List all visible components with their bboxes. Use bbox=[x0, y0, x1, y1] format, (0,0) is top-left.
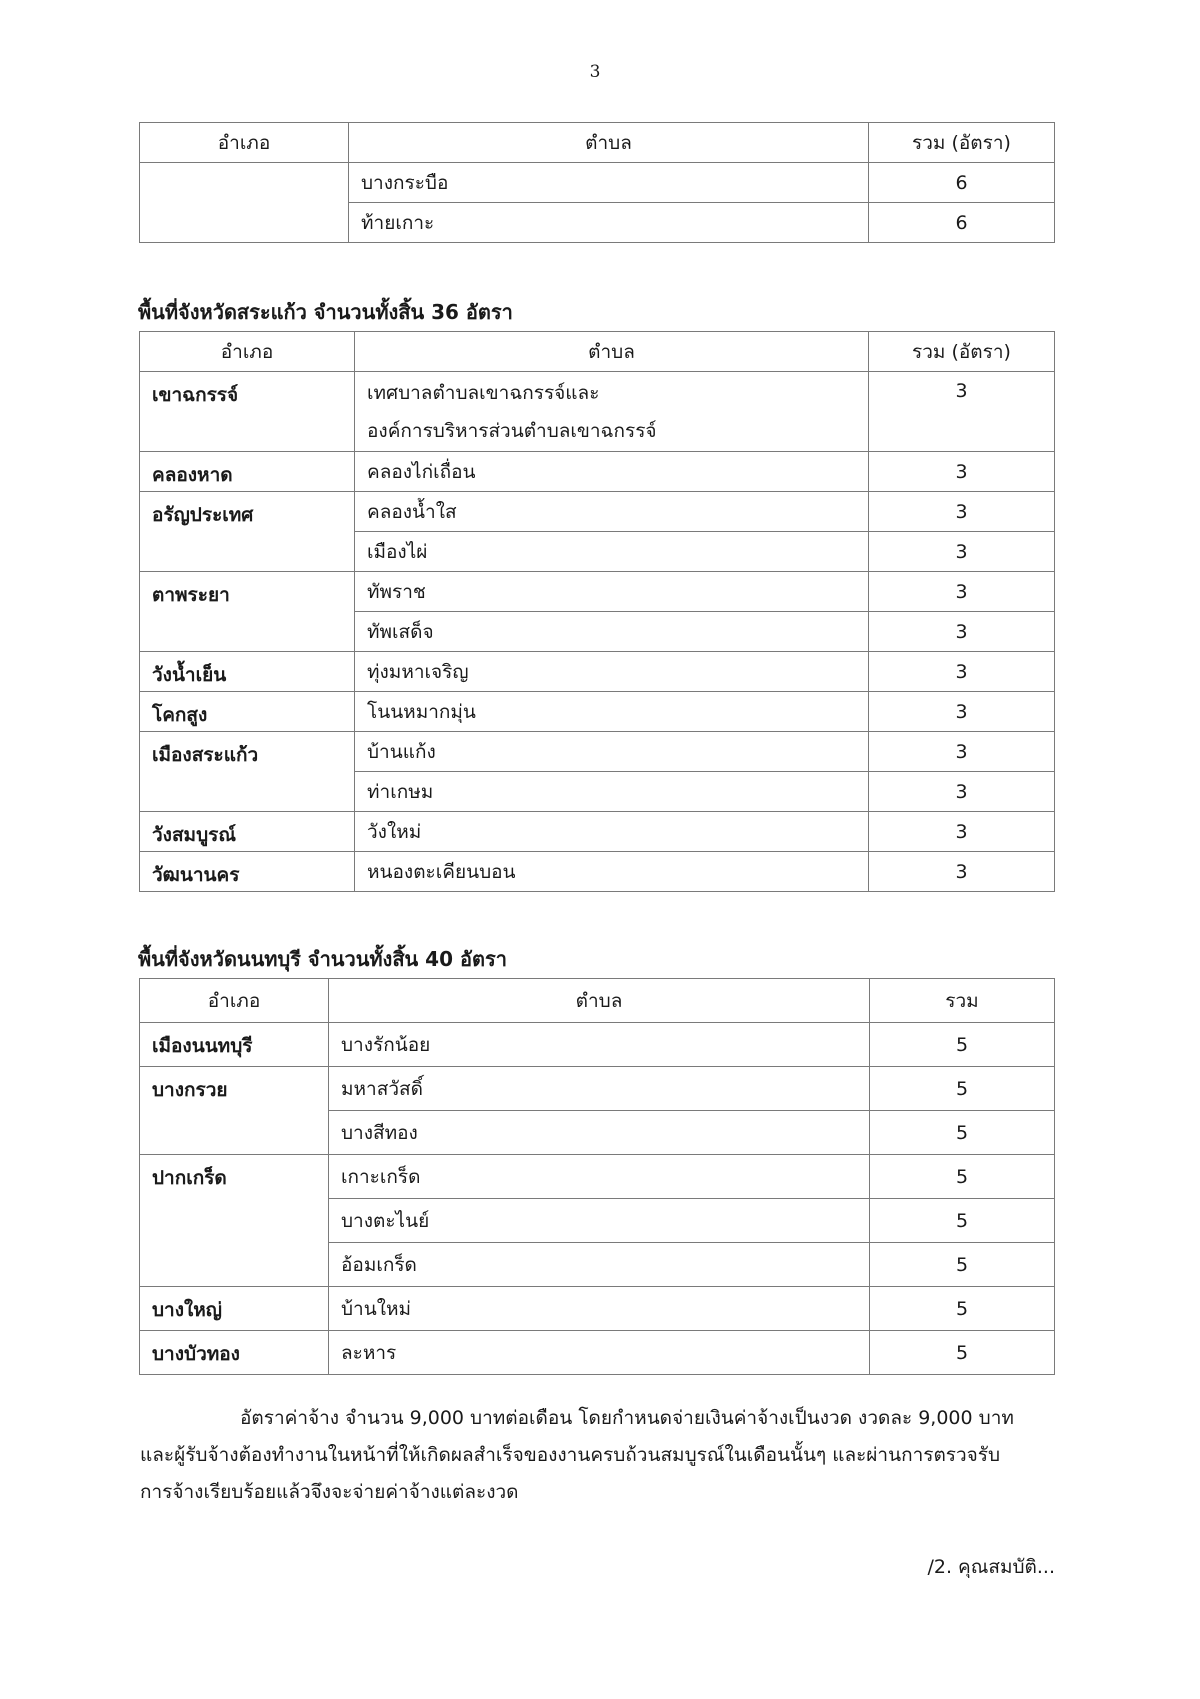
paragraph-line: และผู้รับจ้างต้องทำงานในหน้าที่ให้เกิดผลสำเร็จของงานครบถ้วนสมบูรณ์ในเดือนนั้นๆ และผ่านการตรวจรับ bbox=[140, 1444, 1001, 1466]
section-title-nonthaburi: พื้นที่จังหวัดนนทบุรี จำนวนทั้งสิ้น 40 อัตรา bbox=[138, 947, 507, 971]
paragraph-line: การจ้างเรียบร้อยแล้วจึงจะจ่ายค่าจ้างแต่ละงวด bbox=[140, 1481, 519, 1503]
table-row bbox=[140, 452, 1055, 492]
subdistrict-cell: ทัพราช bbox=[355, 572, 869, 612]
total-cell: 6 bbox=[869, 163, 1055, 203]
table-nonthaburi bbox=[139, 978, 1055, 1375]
total-cell: 3 bbox=[869, 612, 1055, 652]
district-cell: โคกสูง bbox=[140, 692, 355, 732]
total-cell: 5 bbox=[870, 1155, 1055, 1199]
district-cell: บางบัวทอง bbox=[140, 1331, 329, 1375]
header-subdistrict: ตำบล bbox=[329, 979, 870, 1023]
total-cell: 3 bbox=[869, 532, 1055, 572]
subdistrict-cell: คลองไก่เถื่อน bbox=[355, 452, 869, 492]
subdistrict-cell: บางกระบือ bbox=[349, 163, 869, 203]
table-row bbox=[140, 652, 1055, 692]
subdistrict-cell: ละหาร bbox=[329, 1331, 870, 1375]
table-header-row bbox=[140, 979, 1055, 1023]
subdistrict-cell: เมืองไผ่ bbox=[355, 532, 869, 572]
total-cell: 5 bbox=[870, 1331, 1055, 1375]
table-row bbox=[140, 492, 1055, 532]
table-row bbox=[140, 1287, 1055, 1331]
subdistrict-cell: บางรักน้อย bbox=[329, 1023, 870, 1067]
header-subdistrict: ตำบล bbox=[355, 332, 869, 372]
table-row bbox=[140, 163, 1055, 203]
table-row bbox=[140, 1331, 1055, 1375]
header-total: รวม (อัตรา) bbox=[869, 332, 1055, 372]
total-cell: 5 bbox=[870, 1287, 1055, 1331]
table-row bbox=[140, 572, 1055, 612]
subdistrict-line: เทศบาลตำบลเขาฉกรรจ์และ bbox=[367, 381, 600, 404]
total-cell: 3 bbox=[869, 492, 1055, 532]
total-cell: 3 bbox=[869, 372, 1055, 452]
table-header-row bbox=[140, 332, 1055, 372]
district-cell: เมืองสระแก้ว bbox=[140, 732, 355, 812]
district-cell: เขาฉกรรจ์ bbox=[140, 372, 355, 452]
subdistrict-cell: หนองตะเคียนบอน bbox=[355, 852, 869, 892]
district-cell: วัฒนานคร bbox=[140, 852, 355, 892]
district-cell: วังน้ำเย็น bbox=[140, 652, 355, 692]
total-cell: 5 bbox=[870, 1023, 1055, 1067]
table-row bbox=[140, 692, 1055, 732]
total-cell: 5 bbox=[870, 1111, 1055, 1155]
header-total: รวม (อัตรา) bbox=[869, 123, 1055, 163]
subdistrict-cell: บางตะไนย์ bbox=[329, 1199, 870, 1243]
header-district: อำเภอ bbox=[140, 123, 349, 163]
subdistrict-cell: ทัพเสด็จ bbox=[355, 612, 869, 652]
total-cell: 3 bbox=[869, 572, 1055, 612]
header-total: รวม bbox=[870, 979, 1055, 1023]
subdistrict-cell: บางสีทอง bbox=[329, 1111, 870, 1155]
subdistrict-line: องค์การบริหารส่วนตำบลเขาฉกรรจ์ bbox=[367, 419, 657, 442]
subdistrict-cell: ท้ายเกาะ bbox=[349, 203, 869, 243]
table-row bbox=[140, 1023, 1055, 1067]
table-row bbox=[140, 372, 1055, 452]
subdistrict-cell: คลองน้ำใส bbox=[355, 492, 869, 532]
district-cell: ตาพระยา bbox=[140, 572, 355, 652]
table-row bbox=[140, 732, 1055, 772]
total-cell: 6 bbox=[869, 203, 1055, 243]
subdistrict-cell: บ้านแก้ง bbox=[355, 732, 869, 772]
section-title-sakaeo: พื้นที่จังหวัดสระแก้ว จำนวนทั้งสิ้น 36 อัตรา bbox=[138, 300, 513, 324]
wage-paragraph bbox=[140, 1400, 1055, 1511]
district-cell bbox=[140, 163, 349, 243]
total-cell: 3 bbox=[869, 692, 1055, 732]
district-cell: อรัญประเทศ bbox=[140, 492, 355, 572]
header-subdistrict: ตำบล bbox=[349, 123, 869, 163]
district-cell: คลองหาด bbox=[140, 452, 355, 492]
table-header-row bbox=[140, 123, 1055, 163]
subdistrict-cell: วังใหม่ bbox=[355, 812, 869, 852]
total-cell: 3 bbox=[869, 452, 1055, 492]
page-number: 3 bbox=[589, 62, 601, 82]
table-sakaeo bbox=[139, 331, 1055, 892]
district-cell: บางกรวย bbox=[140, 1067, 329, 1155]
total-cell: 3 bbox=[869, 852, 1055, 892]
paragraph-line-text: อัตราค่าจ้าง จำนวน 9,000 บาทต่อเดือน โดยกำหนดจ่ายเงินค่าจ้างเป็นงวด งวดละ 9,000 บาท bbox=[240, 1407, 1014, 1429]
header-district: อำเภอ bbox=[140, 332, 355, 372]
table-row bbox=[140, 1155, 1055, 1199]
subdistrict-cell: มหาสวัสดิ์ bbox=[329, 1067, 870, 1111]
district-cell: บางใหญ่ bbox=[140, 1287, 329, 1331]
total-cell: 3 bbox=[869, 772, 1055, 812]
continued-marker: /2. คุณสมบัติ... bbox=[927, 1556, 1055, 1578]
subdistrict-cell: โนนหมากมุ่น bbox=[355, 692, 869, 732]
total-cell: 3 bbox=[869, 812, 1055, 852]
subdistrict-cell: ท่าเกษม bbox=[355, 772, 869, 812]
subdistrict-cell bbox=[355, 372, 869, 452]
total-cell: 3 bbox=[869, 732, 1055, 772]
district-cell: เมืองนนทบุรี bbox=[140, 1023, 329, 1067]
total-cell: 5 bbox=[870, 1199, 1055, 1243]
subdistrict-cell: อ้อมเกร็ด bbox=[329, 1243, 870, 1287]
header-district: อำเภอ bbox=[140, 979, 329, 1023]
district-cell: วังสมบูรณ์ bbox=[140, 812, 355, 852]
subdistrict-cell: เกาะเกร็ด bbox=[329, 1155, 870, 1199]
table-continuation bbox=[139, 122, 1055, 243]
district-cell: ปากเกร็ด bbox=[140, 1155, 329, 1287]
table-row bbox=[140, 852, 1055, 892]
subdistrict-cell: ทุ่งมหาเจริญ bbox=[355, 652, 869, 692]
table-row bbox=[140, 1067, 1055, 1111]
subdistrict-cell: บ้านใหม่ bbox=[329, 1287, 870, 1331]
table-row bbox=[140, 812, 1055, 852]
paragraph-line bbox=[140, 1400, 1055, 1437]
total-cell: 3 bbox=[869, 652, 1055, 692]
total-cell: 5 bbox=[870, 1067, 1055, 1111]
total-cell: 5 bbox=[870, 1243, 1055, 1287]
